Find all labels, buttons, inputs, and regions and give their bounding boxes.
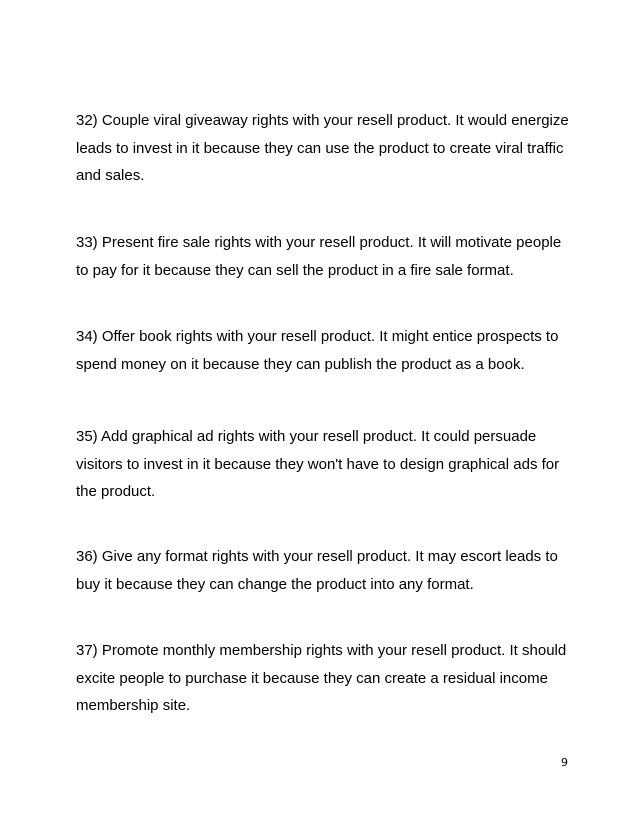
paragraph-line: 37) Promote monthly membership rights with your resell product. It should bbox=[76, 642, 567, 659]
paragraph-37 bbox=[76, 637, 566, 720]
paragraph-32 bbox=[76, 107, 569, 190]
paragraph-line: the product. bbox=[76, 483, 156, 500]
paragraph-line: visitors to invest in it because they won't have to design graphical ads for bbox=[76, 455, 560, 473]
paragraph-36 bbox=[76, 543, 566, 598]
paragraph-line: 33) Present fire sale rights with your resell product. It will motivate people bbox=[76, 234, 562, 251]
paragraph-line: excite people to purchase it because they can create a residual income bbox=[76, 669, 548, 687]
paragraph-line: 35) Add graphical ad rights with your resell product. It could persuade bbox=[76, 428, 537, 445]
paragraph-33 bbox=[76, 229, 566, 284]
paragraph-line: spend money on it because they can publish the product as a book. bbox=[76, 355, 525, 373]
paragraph-line: and sales. bbox=[76, 167, 145, 184]
paragraph-35 bbox=[76, 423, 566, 506]
paragraph-line: 34) Offer book rights with your resell product. It might entice prospects to bbox=[76, 328, 559, 345]
paragraph-34 bbox=[76, 323, 566, 378]
paragraph-line: membership site. bbox=[76, 697, 191, 714]
paragraph-line: leads to invest in it because they can use the product to create viral traffic bbox=[76, 139, 564, 157]
paragraph-line: buy it because they can change the product into any format. bbox=[76, 575, 474, 593]
paragraph-line: 32) Couple viral giveaway rights with your resell product. It would energize bbox=[76, 112, 569, 129]
paragraph-line: to pay for it because they can sell the product in a fire sale format. bbox=[76, 261, 514, 279]
paragraph-line: 36) Give any format rights with your resell product. It may escort leads to bbox=[76, 548, 558, 565]
page-number: 9 bbox=[561, 756, 568, 769]
